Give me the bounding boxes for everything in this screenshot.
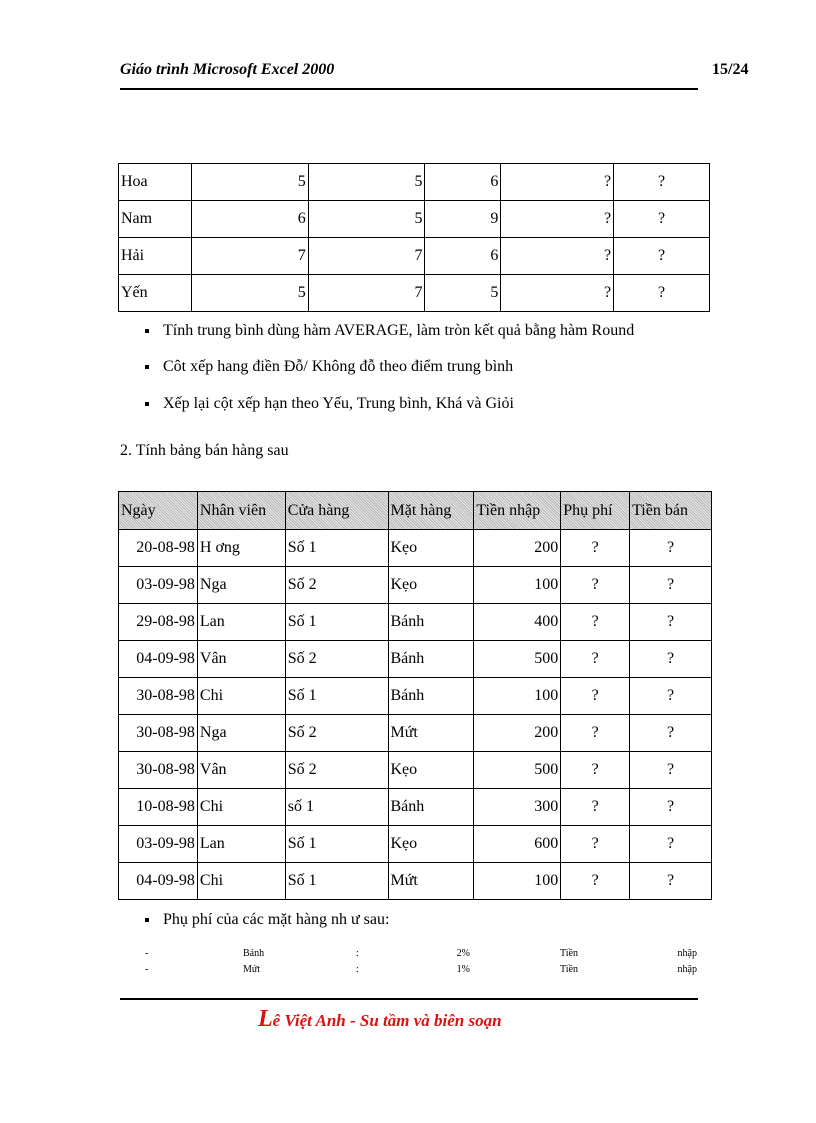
- table-cell: Chi: [197, 863, 285, 900]
- table-row: [119, 201, 710, 238]
- table-cell: Số 2: [285, 641, 388, 678]
- table-cell: 9: [425, 201, 501, 238]
- table-cell: H ơng: [197, 530, 285, 567]
- table-cell: ?: [561, 752, 630, 789]
- table-cell: ?: [630, 863, 712, 900]
- column-header: Ngày: [119, 492, 198, 530]
- header-title: Giáo trình Microsoft Excel 2000: [120, 61, 335, 78]
- table-cell: 5: [308, 201, 425, 238]
- table-cell: 600: [474, 826, 561, 863]
- table-cell: ?: [501, 275, 614, 312]
- table-row: [119, 826, 712, 863]
- table-cell: ?: [561, 715, 630, 752]
- column-header: Cửa hàng: [285, 492, 388, 530]
- table-cell: 5: [308, 164, 425, 201]
- bullet-surcharge: Phụ phí của các mặt hàng nh ư sau:: [145, 911, 389, 929]
- table-cell: 30-08-98: [119, 715, 198, 752]
- table-cell: 5: [191, 275, 308, 312]
- table-cell: 200: [474, 530, 561, 567]
- table-cell: 03-09-98: [119, 826, 198, 863]
- table-cell: Hải: [119, 238, 192, 275]
- table-cell: ?: [561, 678, 630, 715]
- footer-credit: Lê Việt Anh - Su tầm và biên soạn: [258, 1006, 502, 1032]
- table-cell: ?: [630, 678, 712, 715]
- table-cell: Yến: [119, 275, 192, 312]
- table-cell: Số 1: [285, 863, 388, 900]
- table-cell: Số 2: [285, 752, 388, 789]
- table-cell: Chi: [197, 789, 285, 826]
- table-cell: ?: [630, 604, 712, 641]
- table-cell: 300: [474, 789, 561, 826]
- note-cell: :: [356, 948, 359, 959]
- table-cell: ?: [561, 567, 630, 604]
- table-cell: ?: [501, 201, 614, 238]
- table-cell: 500: [474, 752, 561, 789]
- table-cell: 03-09-98: [119, 567, 198, 604]
- table-cell: 200: [474, 715, 561, 752]
- table-row: [119, 752, 712, 789]
- table-row: [119, 604, 712, 641]
- table-cell: 30-08-98: [119, 678, 198, 715]
- section-2-title: 2. Tính bảng bán hàng sau: [120, 442, 289, 459]
- table-cell: Bánh: [388, 789, 474, 826]
- table-cell: Kẹo: [388, 567, 474, 604]
- table-cell: 400: [474, 604, 561, 641]
- table-cell: ?: [561, 863, 630, 900]
- table-row: [119, 530, 712, 567]
- table-cell: 04-09-98: [119, 863, 198, 900]
- table-cell: Bánh: [388, 604, 474, 641]
- column-header: Mặt hàng: [388, 492, 474, 530]
- table-cell: ?: [614, 164, 710, 201]
- note-cell: 1%: [456, 964, 470, 975]
- table-cell: 100: [474, 567, 561, 604]
- table-cell: Mứt: [388, 863, 474, 900]
- table-row: [119, 678, 712, 715]
- table-cell: ?: [630, 567, 712, 604]
- table-cell: ?: [501, 164, 614, 201]
- table-cell: Nam: [119, 201, 192, 238]
- column-header: Phụ phí: [561, 492, 630, 530]
- table-row: [119, 641, 712, 678]
- table-cell: ?: [561, 604, 630, 641]
- table-cell: Vân: [197, 752, 285, 789]
- table-cell: 30-08-98: [119, 752, 198, 789]
- table-cell: ?: [614, 238, 710, 275]
- column-header: Nhân viên: [197, 492, 285, 530]
- table-cell: 100: [474, 863, 561, 900]
- table-cell: Số 2: [285, 715, 388, 752]
- table-cell: ?: [630, 752, 712, 789]
- column-header: Tiền bán: [630, 492, 712, 530]
- table-cell: ?: [630, 641, 712, 678]
- table-row: [119, 275, 710, 312]
- table-cell: 5: [425, 275, 501, 312]
- table-row: [119, 863, 712, 900]
- table-row: [119, 164, 710, 201]
- table-cell: 100: [474, 678, 561, 715]
- note-cell: :: [356, 964, 359, 975]
- bullet-ranking: Côt xếp hang điền Đỗ/ Không đỗ theo điểm trung bình: [145, 358, 513, 376]
- table-cell: Kẹo: [388, 530, 474, 567]
- table-cell: 6: [425, 164, 501, 201]
- table-cell: 6: [425, 238, 501, 275]
- note-cell: Tiền: [560, 964, 578, 975]
- table-cell: ?: [614, 275, 710, 312]
- table-cell: ?: [501, 238, 614, 275]
- note-cell: Mứt: [243, 964, 261, 975]
- column-header: Tiền nhập: [474, 492, 561, 530]
- table-cell: Lan: [197, 826, 285, 863]
- table-cell: 7: [191, 238, 308, 275]
- note-cell: -: [145, 964, 149, 975]
- table-cell: ?: [630, 789, 712, 826]
- table-cell: 29-08-98: [119, 604, 198, 641]
- table-cell: ?: [561, 789, 630, 826]
- table-row: [119, 789, 712, 826]
- table-cell: ?: [561, 641, 630, 678]
- table-cell: Nga: [197, 715, 285, 752]
- table-cell: 7: [308, 275, 425, 312]
- bullet-average: Tính trung bình dùng hàm AVERAGE, làm tròn kết quả bằng hàm Round: [145, 322, 634, 340]
- table-cell: Số 1: [285, 604, 388, 641]
- table-cell: 7: [308, 238, 425, 275]
- table-cell: ?: [630, 530, 712, 567]
- table-cell: ?: [561, 530, 630, 567]
- table-cell: ?: [561, 826, 630, 863]
- table-cell: Nga: [197, 567, 285, 604]
- table-cell: Kẹo: [388, 826, 474, 863]
- table-row: [119, 715, 712, 752]
- bullet-reorder: Xếp lại cột xếp hạn theo Yếu, Trung bình, Khá và Giỏi: [145, 395, 514, 413]
- note-cell: Bánh: [243, 948, 265, 959]
- note-cell: Tiền: [560, 948, 578, 959]
- header-rule: [120, 88, 698, 90]
- table-cell: Bánh: [388, 641, 474, 678]
- table-cell: Chi: [197, 678, 285, 715]
- table-cell: 10-08-98: [119, 789, 198, 826]
- table-cell: 20-08-98: [119, 530, 198, 567]
- table-cell: Bánh: [388, 678, 474, 715]
- table-cell: Kẹo: [388, 752, 474, 789]
- table-cell: 04-09-98: [119, 641, 198, 678]
- sales-table: [118, 491, 712, 900]
- footer-rule: [120, 998, 698, 1000]
- table-cell: số 1: [285, 789, 388, 826]
- note-cell: 2%: [456, 948, 470, 959]
- table-cell: ?: [630, 715, 712, 752]
- table-cell: Số 1: [285, 530, 388, 567]
- score-table: [118, 163, 710, 312]
- page-number: 15/24: [712, 61, 749, 78]
- table-cell: ?: [630, 826, 712, 863]
- table-cell: Vân: [197, 641, 285, 678]
- table-cell: Lan: [197, 604, 285, 641]
- table-cell: 6: [191, 201, 308, 238]
- table-row: [119, 567, 712, 604]
- table-cell: 5: [191, 164, 308, 201]
- table-cell: Hoa: [119, 164, 192, 201]
- table-cell: Số 1: [285, 826, 388, 863]
- table-cell: Số 1: [285, 678, 388, 715]
- table-cell: ?: [614, 201, 710, 238]
- note-cell: nhập: [677, 964, 697, 975]
- table-row: [119, 238, 710, 275]
- note-cell: -: [145, 948, 149, 959]
- table-cell: 500: [474, 641, 561, 678]
- table-cell: Mứt: [388, 715, 474, 752]
- table-cell: Số 2: [285, 567, 388, 604]
- note-cell: nhập: [677, 948, 697, 959]
